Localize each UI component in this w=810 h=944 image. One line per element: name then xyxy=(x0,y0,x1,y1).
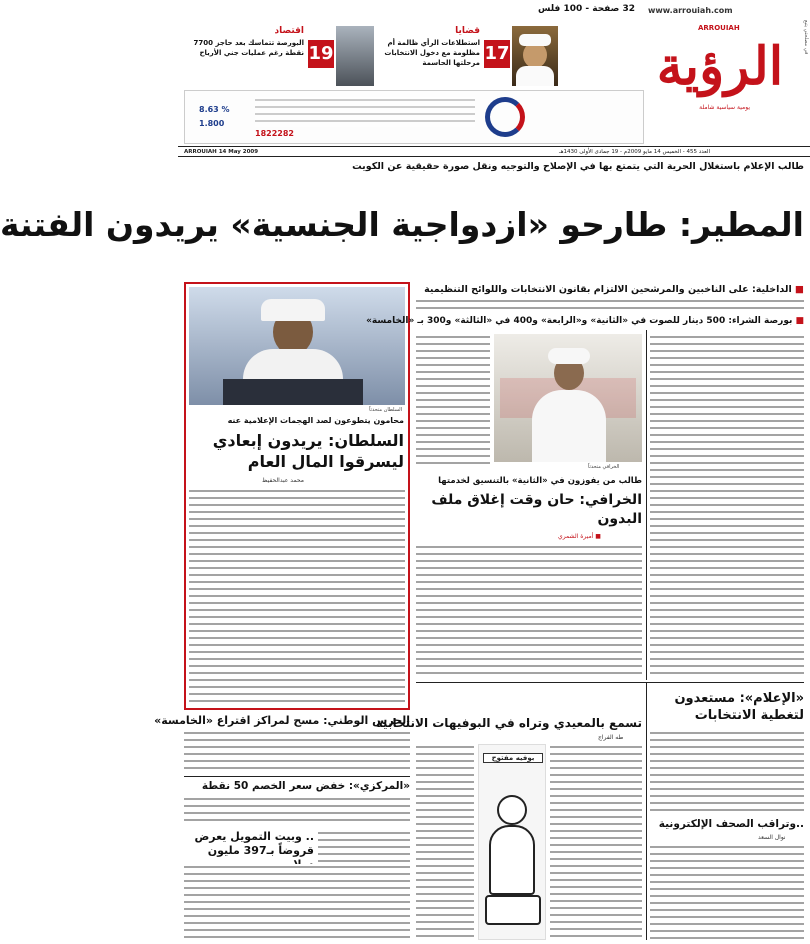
sultan-body xyxy=(189,488,405,704)
ad-fine-print xyxy=(255,97,475,127)
loans-body xyxy=(184,864,410,940)
cartoon-illustration xyxy=(478,744,546,940)
masthead xyxy=(178,0,810,158)
teaser-issues-title: قضايا xyxy=(455,26,480,36)
sultan-photo-caption: السلطان متحدثاً xyxy=(369,407,402,413)
logo-text: الرؤية xyxy=(656,36,784,97)
teaser-economy-title: اقتصاد xyxy=(274,26,304,36)
sultan-headline[interactable]: السلطان: يريدون إبعادي ليسرقوا المال العام xyxy=(212,431,404,471)
sultan-photo[interactable] xyxy=(189,287,405,405)
bullet-icon: ■ xyxy=(792,316,804,326)
kharafi-photo[interactable] xyxy=(494,334,642,462)
haras-body xyxy=(184,730,410,772)
logo-latin: ARROUIAH xyxy=(698,24,740,32)
top-url[interactable]: www.arrouiah.com xyxy=(648,6,733,15)
cartoon-left-body xyxy=(416,744,474,940)
interior-headline[interactable]: ■ الداخلية: على الناخبين والمرشحين الالتزام بقانون الانتخابات واللوائح التنظيمية xyxy=(424,284,804,295)
date-bar xyxy=(178,146,810,157)
kharafi-body xyxy=(416,544,642,678)
kharafi-kicker: طالب من يفوزون في «الثانية» بالتنسيق لخدمتها xyxy=(438,476,642,486)
sultan-box xyxy=(184,282,410,710)
media-byline: نوال السعد xyxy=(758,834,786,841)
byline-marker-icon: ■ xyxy=(593,533,601,540)
loans-headline[interactable]: .. وبيت التمويل يعرض قروضاً بـ397 مليون xyxy=(194,830,314,857)
ad-banner[interactable] xyxy=(184,90,644,144)
bullet-icon: ■ xyxy=(791,284,804,295)
cartoon-sign: بوفيه مفتوح xyxy=(483,753,543,763)
teaser-issues-photo xyxy=(512,26,558,86)
kharafi-headline[interactable]: الخرافي: حان وقت إغلاق ملف البدون xyxy=(431,492,642,527)
lead-kicker: طالب الإعلام باستغلال الحرية التي يتمتع بها في الإصلاح والتوجيه ونقل صورة حقيقية عن الكويت xyxy=(352,161,804,172)
haras-headline[interactable]: الحرس الوطني: مسح لمراكز اقتراع «الخامسة» xyxy=(154,714,410,727)
date-ar: العدد 455 - الخميس 14 مايو 2009م - 19 جمادى الأولى 1430هـ xyxy=(558,149,710,155)
teaser-issues-num: 17 xyxy=(484,40,510,68)
tagline: يومية سياسية شاملة xyxy=(699,104,750,111)
ad-logo xyxy=(485,97,525,137)
bourse-headline[interactable]: ■ بورصة الشراء: 500 دينار للصوت في «الثانية» و«الرابعة» و400 في «الثالثة» و300 بـ «الخامسة» xyxy=(366,316,804,326)
tagline-right: في مصلحتي يتبع xyxy=(803,19,809,54)
media-headline[interactable]: «الإعلام»: مستعدون لتغطية الانتخابات xyxy=(674,691,804,723)
teaser-economy[interactable] xyxy=(184,26,374,86)
media-body xyxy=(650,730,804,814)
ad-value2: 1.800 xyxy=(199,119,225,128)
teaser-economy-text: البورصة تتماسك بعد حاجز 7700 نقطة رغم عمليات جني الأرباح xyxy=(193,39,304,57)
sultan-kicker: محامون يتطوعون لصد الهجمات الإعلامية عنه xyxy=(227,416,404,425)
cartoon-byline: طه الفراج xyxy=(598,734,624,741)
central-body xyxy=(184,796,410,826)
interior-body xyxy=(416,298,804,312)
media-sub: ..وتراقب الصحف الإلكترونية xyxy=(658,818,804,830)
kharafi-byline: ■ أميرة الشمري xyxy=(558,533,601,540)
ad-value: 8.63 % xyxy=(199,105,230,114)
teaser-economy-photo xyxy=(336,26,374,86)
date-en: ARROUIAH 14 May 2009 xyxy=(184,149,259,155)
kharafi-photo-caption: الخرافي متحدثاً xyxy=(588,464,620,470)
loans-side-body xyxy=(318,830,410,864)
teaser-issues-text: استطلاعات الرأي ظالمة أم مظلومة مع دخول الانتخابات مرحلتها الحاسمة xyxy=(384,39,480,67)
teaser-economy-num: 19 xyxy=(308,40,334,68)
sultan-byline: محمد عبدالحفيظ xyxy=(261,477,304,484)
cartoon-body xyxy=(550,744,642,940)
teaser-issues[interactable] xyxy=(378,26,558,86)
mid-col-body xyxy=(416,334,490,464)
cartoon-headline[interactable]: تسمع بالمعيدي وتراه في البوفيهات الانتخابية xyxy=(375,716,642,730)
central-headline[interactable]: «المركزي»: خفض سعر الخصم 50 نقطة xyxy=(201,780,410,792)
price-label: 32 صفحة - 100 فلس xyxy=(538,4,636,14)
media-body-2 xyxy=(650,844,804,940)
lead-headline[interactable]: المطير: طارحو «ازدواجية الجنسية» يريدون الفتنة xyxy=(0,205,804,244)
ad-phone: 1822282 xyxy=(255,129,294,138)
newspaper-logo xyxy=(642,30,798,104)
right-column-body xyxy=(650,334,804,678)
